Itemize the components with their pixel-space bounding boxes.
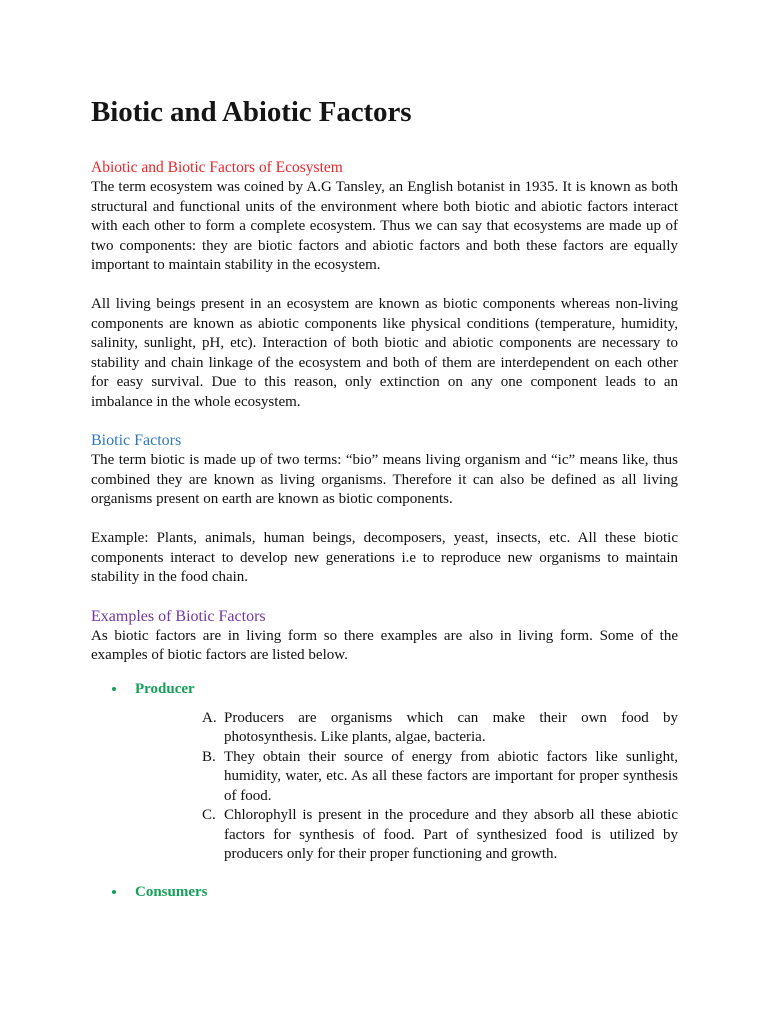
document-page (91, 94, 678, 902)
list-item (135, 709, 678, 748)
paragraph-biotic-example: Example: Plants, animals, human beings, decomposers, yeast, insects, etc. All these biotic components interact to develop new generations i.e to reproduce new organisms to maintain stability in the food chain. (91, 530, 678, 585)
paragraph-examples-intro: As biotic factors are in living form so there examples are also in living form. Some of the examples of biotic factors are listed below. (91, 627, 678, 663)
bullet-consumers (91, 882, 678, 902)
list-marker: B. (202, 748, 216, 765)
list-item (135, 748, 678, 807)
list-item-text: Producers are organisms which can make their own food by photosynthesis. Like plants, algae, bacteria. (224, 709, 678, 745)
bullet-dot-icon (112, 890, 116, 894)
paragraph-living-nonliving: All living beings present in an ecosystem are known as biotic components whereas non-living components are known as abiotic components like physical conditions (temperature, humidity, salinity, sunlight, pH, etc). Interaction of both biotic and abiotic components are necessary to stability and chain linkage of the ecosystem and both of them are interdependent on each other for easy survival. Due to this reason, only extinction on any one component leads to an imbalance in the whole ecosystem. (91, 296, 678, 410)
section-heading-biotic-factors: Biotic Factors (91, 432, 182, 449)
producer-details-list (135, 709, 678, 865)
bullet-dot-icon (112, 687, 116, 691)
list-item-text: Chlorophyll is present in the procedure and they absorb all these abiotic factors for synthesis of food. Part of synthesized food is utilized by producers only for their proper functioning and growth. (224, 807, 678, 862)
list-item-text: They obtain their source of energy from abiotic factors like sunlight, humidity, water, etc. As all these factors are important for proper synthesis of food. (224, 748, 678, 804)
document-title: Biotic and Abiotic Factors (91, 96, 412, 128)
paragraph-ecosystem-definition: The term ecosystem was coined by A.G Tansley, an English botanist in 1935. It is known as both structural and functional units of the environment where both biotic and abiotic factors interact with each other to form a complete ecosystem. Thus we can say that ecosystems are made up of two components: they are biotic factors and abiotic factors and both these factors are equally important to maintain stability in the ecosystem. (91, 179, 678, 273)
list-item (135, 806, 678, 865)
paragraph-biotic-definition: The term biotic is made up of two terms: “bio” means living organism and “ic” means like, thus combined they are known as living organisms. Therefore it can also be defined as all living organisms present on earth are known as biotic components. (91, 452, 678, 507)
list-marker: A. (202, 709, 217, 726)
biotic-factor-list (91, 679, 678, 902)
list-marker: C. (202, 807, 216, 823)
bullet-producer (91, 679, 678, 865)
section-heading-examples: Examples of Biotic Factors (91, 607, 266, 625)
bullet-label-consumers: Consumers (135, 883, 208, 900)
section-heading-abiotic-biotic: Abiotic and Biotic Factors of Ecosystem (91, 159, 343, 176)
bullet-label-producer: Producer (135, 680, 195, 697)
